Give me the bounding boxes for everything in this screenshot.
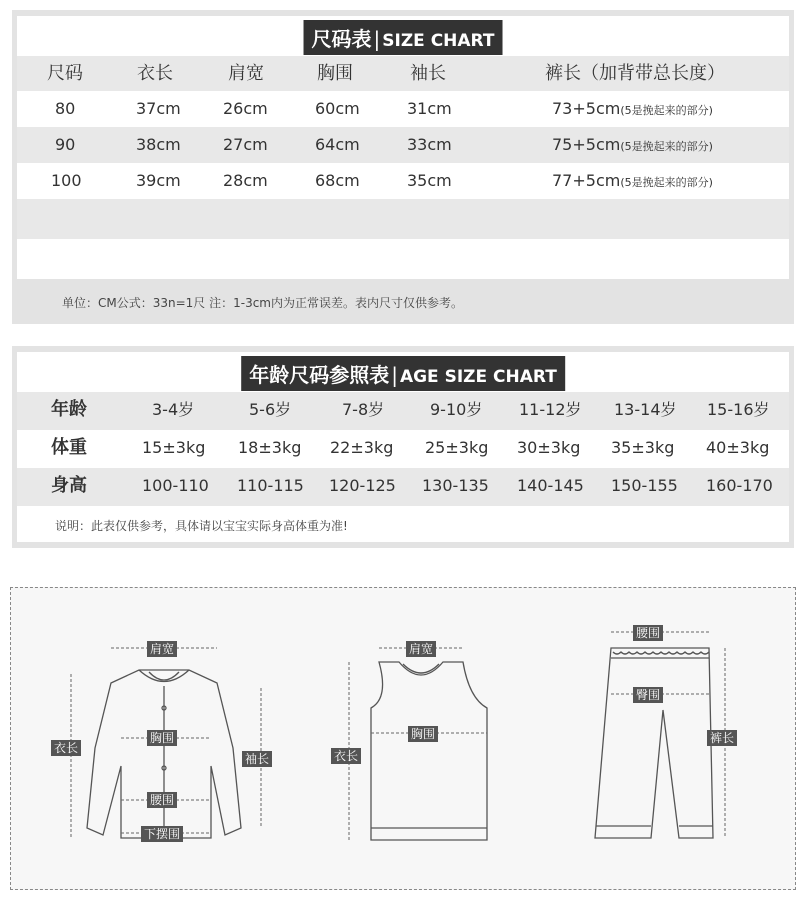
- table-row: [17, 127, 789, 163]
- table-row-empty: [17, 199, 789, 239]
- pants-length-label: 裤长: [707, 730, 737, 746]
- size-chart-panel: [12, 10, 794, 324]
- age-chart-title: 年龄尺码参照表 | AGE SIZE CHART: [241, 356, 565, 391]
- shirt-sleeve-label: 袖长: [242, 751, 272, 767]
- chest-cell: 64cm: [315, 135, 360, 154]
- header-length: 衣长: [137, 63, 173, 84]
- shirt-chest-label: 胸围: [147, 730, 177, 746]
- age-chart-panel: [12, 346, 794, 548]
- height-cell: 120-125: [329, 476, 396, 495]
- shoulder-cell: 26cm: [223, 99, 268, 118]
- weight-row: [17, 430, 789, 468]
- size-chart-footnote: 单位：CM公式：33n=1尺 注：1-3cm内为正常误差。表内尺寸仅供参考。: [62, 296, 464, 310]
- height-cell: 160-170: [706, 476, 773, 495]
- weight-cell: 18±3kg: [238, 438, 302, 457]
- size-cell: 80: [55, 99, 76, 118]
- chest-cell: 60cm: [315, 99, 360, 118]
- length-cell: 37cm: [136, 99, 181, 118]
- header-chest: 胸围: [317, 63, 353, 84]
- size-chart-title-bar: [17, 16, 789, 56]
- size-chart-title: 尺码表 | SIZE CHART: [304, 20, 503, 55]
- age-cell: 3-4岁: [152, 400, 195, 419]
- shirt-shoulder-label: 肩宽: [147, 641, 177, 657]
- weight-cell: 40±3kg: [706, 438, 770, 457]
- vest-chest-label: 胸围: [408, 726, 438, 742]
- age-cell: 15-16岁: [707, 400, 770, 419]
- weight-cell: 25±3kg: [425, 438, 489, 457]
- size-chart-header-row: [17, 56, 789, 94]
- size-cell: 100: [51, 171, 82, 190]
- pants-cell: 75+5cm(5是挽起来的部分): [552, 135, 713, 154]
- shirt-waist-label: 腰围: [147, 792, 177, 808]
- measurement-diagram-area: [10, 587, 796, 890]
- header-sleeve: 袖长: [410, 63, 446, 84]
- header-pants: 裤长（加背带总长度）: [545, 63, 725, 84]
- pants-hip-label: 臀围: [633, 687, 663, 703]
- pants-waist-label: 腰围: [633, 625, 663, 641]
- age-cell: 5-6岁: [249, 400, 292, 419]
- shirt-length-label: 衣长: [51, 740, 81, 756]
- height-cell: 150-155: [611, 476, 678, 495]
- pants-cell: 77+5cm(5是挽起来的部分): [552, 171, 713, 190]
- weight-label: 体重: [51, 437, 87, 458]
- size-cell: 90: [55, 135, 76, 154]
- shoulder-cell: 28cm: [223, 171, 268, 190]
- header-shoulder: 肩宽: [228, 63, 264, 84]
- height-cell: 110-115: [237, 476, 304, 495]
- table-row: [17, 163, 789, 199]
- age-chart-footnote: 说明：此表仅供参考，具体请以宝宝实际身高体重为准!: [55, 519, 348, 533]
- chest-cell: 68cm: [315, 171, 360, 190]
- height-cell: 100-110: [142, 476, 209, 495]
- table-row-empty: [17, 239, 789, 279]
- age-cell: 11-12岁: [519, 400, 582, 419]
- weight-cell: 35±3kg: [611, 438, 675, 457]
- age-cell: 7-8岁: [342, 400, 385, 419]
- weight-cell: 15±3kg: [142, 438, 206, 457]
- weight-cell: 30±3kg: [517, 438, 581, 457]
- sleeve-cell: 35cm: [407, 171, 452, 190]
- vest-shoulder-label: 肩宽: [406, 641, 436, 657]
- height-row: [17, 468, 789, 506]
- shirt-hem-label: 下摆围: [141, 826, 183, 842]
- sleeve-cell: 33cm: [407, 135, 452, 154]
- sleeve-cell: 31cm: [407, 99, 452, 118]
- age-cell: 9-10岁: [430, 400, 483, 419]
- length-cell: 39cm: [136, 171, 181, 190]
- pants-cell: 73+5cm(5是挽起来的部分): [552, 99, 713, 118]
- age-row: [17, 392, 789, 430]
- height-label: 身高: [51, 475, 87, 496]
- shoulder-cell: 27cm: [223, 135, 268, 154]
- length-cell: 38cm: [136, 135, 181, 154]
- header-size: 尺码: [47, 63, 83, 84]
- height-cell: 130-135: [422, 476, 489, 495]
- age-footnote-row: [17, 506, 789, 542]
- weight-cell: 22±3kg: [330, 438, 394, 457]
- pants-diagram: [11, 588, 795, 889]
- age-cell: 13-14岁: [614, 400, 677, 419]
- vest-length-label: 衣长: [331, 748, 361, 764]
- age-label: 年龄: [51, 399, 87, 420]
- table-row: [17, 91, 789, 127]
- height-cell: 140-145: [517, 476, 584, 495]
- age-chart-title-bar: [17, 352, 789, 392]
